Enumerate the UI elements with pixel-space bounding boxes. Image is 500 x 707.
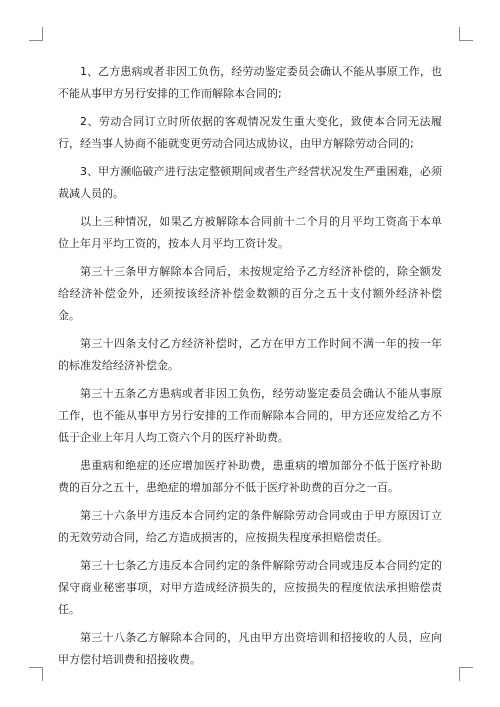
paragraph-article-33: 第三十三条甲方解除本合同后，未按规定给予乙方经济补偿的，除全额发给经济补偿金外，还须按该经济补偿金数额的百分之五十支付额外经济补偿金。 — [58, 265, 442, 322]
paragraph-article-37: 第三十七条乙方违反本合同约定的条件解除劳动合同或违反本合同约定的保守商业秘密事项，对甲方造成经济损失的，应按损失的程度依法承担赔偿责任。 — [58, 559, 442, 616]
paragraph-article-34: 第三十四条支付乙方经济补偿时，乙方在甲方工作时间不满一年的按一年的标准发给经济补偿金。 — [58, 337, 442, 372]
crop-mark-bottom-left — [29, 667, 43, 681]
crop-mark-top-right — [459, 27, 473, 41]
paragraph-severe-illness: 患重病和绝症的还应增加医疗补助费，患重病的增加部分不低于医疗补助费的百分之五十，患绝症的增加部分不低于医疗补助费的百分之一百。 — [58, 459, 442, 494]
crop-mark-top-left — [29, 27, 43, 41]
paragraph-summary: 以上三种情况，如果乙方被解除本合同前十二个月的月平均工资高于本单位上年月平均工资的，按本人月平均工资计发。 — [58, 215, 442, 250]
paragraph-article-38: 第三十八条乙方解除本合同的，凡由甲方出资培训和招接收的人员，应向甲方偿付培训费和招接收费。 — [58, 631, 442, 666]
paragraph-article-35: 第三十五条乙方患病或者非因工负伤，经劳动鉴定委员会确认不能从事原工作，也不能从事甲方另行安排的工作而解除本合同的，甲方还应发给乙方不低于企业上年月人均工资六个月的医疗补助费。 — [58, 387, 442, 444]
paragraph-article-36: 第三十六条甲方违反本合同约定的条件解除劳动合同或由于甲方原因订立的无效劳动合同，给乙方造成损害的，应按损失程度承担赔偿责任。 — [58, 509, 442, 544]
crop-mark-bottom-right — [459, 667, 473, 681]
paragraph-clause-2: 2、劳动合同订立时所依据的客观情况发生重大变化，致使本合同无法履行，经当事人协商不能就变更劳动合同达成协议，由甲方解除劳动合同的; — [58, 115, 442, 150]
paragraph-clause-1: 1、乙方患病或者非因工负伤，经劳动鉴定委员会确认不能从事原工作，也不能从事甲方另行安排的工作而解除本合同的; — [58, 65, 442, 100]
paragraph-clause-3: 3、甲方濒临破产进行法定整顿期间或者生产经营状况发生严重困难，必须裁减人员的。 — [58, 165, 442, 200]
document-body — [58, 61, 442, 677]
